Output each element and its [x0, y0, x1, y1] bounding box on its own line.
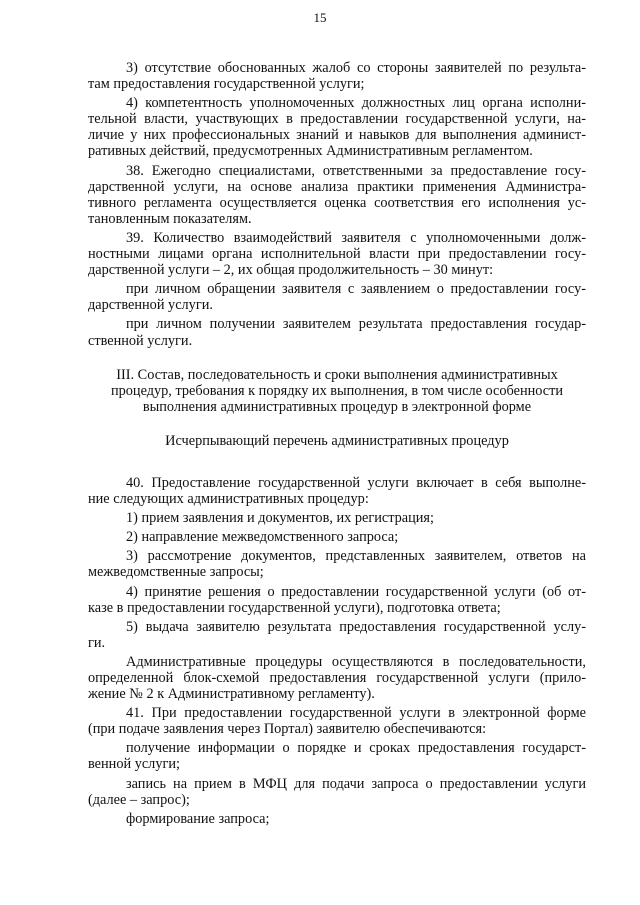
paragraph-line: тивного регламента осуществляется оценка соответствия его исполнения ус- — [88, 194, 586, 211]
paragraph-line: 3) рассмотрение документов, представленных заявителем, ответов на — [126, 548, 586, 565]
paragraph-line: межведомственные запросы; — [88, 564, 264, 581]
subheading: Исчерпывающий перечень административных процедур — [165, 432, 509, 449]
paragraph-line: 40. Предоставление государственной услуги включает в себя выполне- — [126, 474, 586, 491]
paragraph — [88, 316, 586, 348]
paragraph — [88, 654, 586, 702]
paragraph-line: Административные процедуры осуществляются в последовательности, — [126, 653, 586, 670]
paragraph — [88, 510, 586, 526]
section-heading — [88, 367, 586, 415]
paragraph-line: определенной блок-схемой предоставления государственной услуги (прило- — [88, 670, 586, 686]
paragraph-line: венной услуги; — [88, 756, 180, 773]
paragraph-line: 4) компетентность уполномоченных должностных лиц органа исполни- — [126, 95, 586, 112]
paragraph — [88, 584, 586, 616]
paragraph-line: запись на прием в МФЦ для подачи запроса о предоставлении услуги — [126, 775, 586, 792]
paragraph-line: формирование запроса; — [126, 810, 270, 827]
paragraph-line: дарственной услуги. — [88, 297, 213, 314]
paragraph — [88, 529, 586, 545]
paragraph-line: 41. При предоставлении государственной услуги в электронной форме — [126, 705, 586, 722]
paragraph — [88, 230, 586, 278]
paragraph — [88, 705, 586, 737]
paragraph-line: личие у них профессиональных знаний и навыков для выполнения админист- — [88, 127, 586, 144]
paragraph-line: 39. Количество взаимодействий заявителя с уполномоченными долж- — [126, 229, 586, 246]
paragraph-line: 5) выдача заявителю результата предоставления государственной услу- — [126, 618, 586, 635]
paragraph-line: при личном получении заявителем результата предоставления государ- — [126, 316, 586, 333]
page-content — [88, 60, 586, 830]
bottom-section — [88, 475, 586, 827]
paragraph-line: 1) прием заявления и документов, их регистрация; — [126, 510, 434, 527]
paragraph-line: дарственной услуги, на основе анализа практики применения Администра- — [88, 178, 586, 195]
paragraph — [88, 281, 586, 313]
paragraph-line: там предоставления государственной услуги; — [88, 76, 365, 93]
paragraph — [88, 619, 586, 651]
paragraph-line: (при подаче заявления через Портал) заявителю обеспечиваются: — [88, 721, 487, 738]
section-heading-line: процедур, требования к порядку их выполнения, в том числе особенности — [110, 382, 564, 399]
paragraph-line: ственной услуги. — [88, 332, 193, 349]
section-heading-line: выполнения административных процедур в электронной форме — [142, 398, 532, 415]
paragraph-line: ние следующих административных процедур: — [88, 491, 369, 508]
paragraph — [88, 548, 586, 580]
paragraph-line: казе в предоставлении государственной услуги), подготовка ответа; — [88, 599, 501, 616]
paragraph-line: жение № 2 к Административному регламенту). — [88, 686, 375, 703]
paragraph — [88, 95, 586, 159]
paragraph-line: ги. — [88, 634, 106, 651]
top-section — [88, 60, 586, 349]
paragraph — [88, 776, 586, 808]
paragraph-line: ративных действий, предусмотренных Административным регламентом. — [88, 143, 533, 160]
paragraph-line: 4) принятие решения о предоставлении государственной услуги (об от- — [126, 583, 586, 600]
paragraph-line: тельной власти, участвующих в предоставлении государственной услуги, на- — [88, 111, 586, 128]
paragraph-line: 38. Ежегодно специалистами, ответственными за предоставление госу- — [126, 162, 586, 179]
paragraph-line: получение информации о порядке и сроках предоставления государст- — [126, 740, 586, 757]
paragraph-line: тановленным показателям. — [88, 210, 252, 227]
paragraph-line: дарственной услуги – 2, их общая продолжительность – 30 минут: — [88, 262, 494, 279]
paragraph — [88, 740, 586, 772]
paragraph — [88, 811, 586, 827]
paragraph-line: (далее – запрос); — [88, 791, 190, 808]
paragraph — [88, 60, 586, 92]
paragraph-line: ностными лицами органа исполнительной власти при предоставлении госу- — [88, 246, 586, 263]
paragraph — [88, 475, 586, 507]
paragraph-line: при личном обращении заявителя с заявлением о предоставлении госу- — [126, 281, 586, 298]
paragraph — [88, 163, 586, 227]
section-heading-line: III. Состав, последовательность и сроки выполнения административных — [116, 366, 558, 383]
paragraph-line: 2) направление межведомственного запроса; — [126, 529, 399, 546]
page-number: 15 — [313, 10, 327, 25]
paragraph-line: 3) отсутствие обоснованных жалоб со стороны заявителей по результа- — [126, 60, 586, 76]
